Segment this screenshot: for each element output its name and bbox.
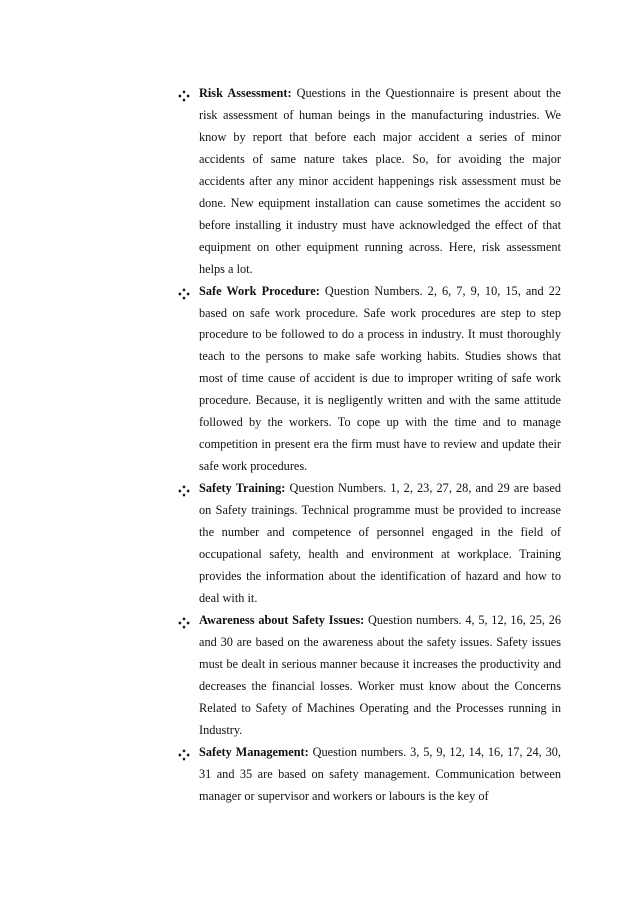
list-item	[178, 478, 561, 610]
item-body: Questions in the Questionnaire is present about the risk assessment of human beings in the manufacturing industries. We know by report that before each major accident a series of minor accidents of same nature takes place. So, for avoiding the major accidents after any minor accident happenings risk assessment must be done. New equipment installation can cause sometimes the accident so before installing it industry must have acknowledged the effect of that equipment on other equipment running across. Here, risk assessment helps a lot.	[199, 86, 562, 276]
diamond-bullet-icon	[178, 749, 190, 761]
diamond-bullet-icon	[178, 90, 190, 102]
bullet-list	[178, 83, 561, 807]
list-item-text	[199, 742, 561, 808]
item-heading: Safe Work Procedure:	[199, 283, 320, 298]
diamond-bullet-icon	[178, 485, 190, 497]
item-heading: Safety Training:	[199, 481, 286, 496]
item-body: Question Numbers. 2, 6, 7, 9, 10, 15, and 22 based on safe work procedure. Safe work procedures are step to step procedure to be followed to do a process in industry. It must thoroughly teach to the persons to make safe working habits. Studies shows that most of time cause of accident is due to improper writing of safe work procedure. Because, it is negligently written and with the same attitude followed by the workers. To cope up with the time and to manage competition in present era the firm must have to review and update their safe work procedures.	[199, 283, 561, 474]
item-heading: Awareness about Safety Issues:	[199, 612, 365, 627]
list-item-text	[199, 83, 561, 281]
list-item	[178, 610, 561, 742]
item-heading: Risk Assessment:	[199, 86, 292, 100]
diamond-bullet-icon	[178, 288, 190, 300]
list-item-text	[199, 281, 561, 479]
item-body: Question Numbers. 1, 2, 23, 27, 28, and 29 are based on Safety trainings. Technical programme must be provided to increase the number and competence of personnel engaged in the field of occupational safety, health and environment at workplace. Training provides the information about the identification of hazard and how to deal with it.	[199, 481, 561, 605]
item-heading: Safety Management:	[199, 744, 309, 759]
diamond-bullet-icon	[178, 617, 190, 629]
list-item	[178, 83, 561, 281]
list-item-text	[199, 610, 561, 742]
item-body: Question numbers. 4, 5, 12, 16, 25, 26 and 30 are based on the awareness about the safety issues. Safety issues must be dealt in serious manner because it increases the productivity and decreases the financial losses. Worker must know about the Concerns Related to Safety of Machines Operating and the Processes running in Industry.	[199, 612, 561, 737]
list-item	[178, 742, 561, 808]
item-body: Question numbers. 3, 5, 9, 12, 14, 16, 17, 24, 30, 31 and 35 are based on safety management. Communication between manager or supervisor and workers or labours is the key of	[199, 744, 561, 803]
list-item	[178, 281, 561, 479]
list-item-text	[199, 478, 561, 610]
